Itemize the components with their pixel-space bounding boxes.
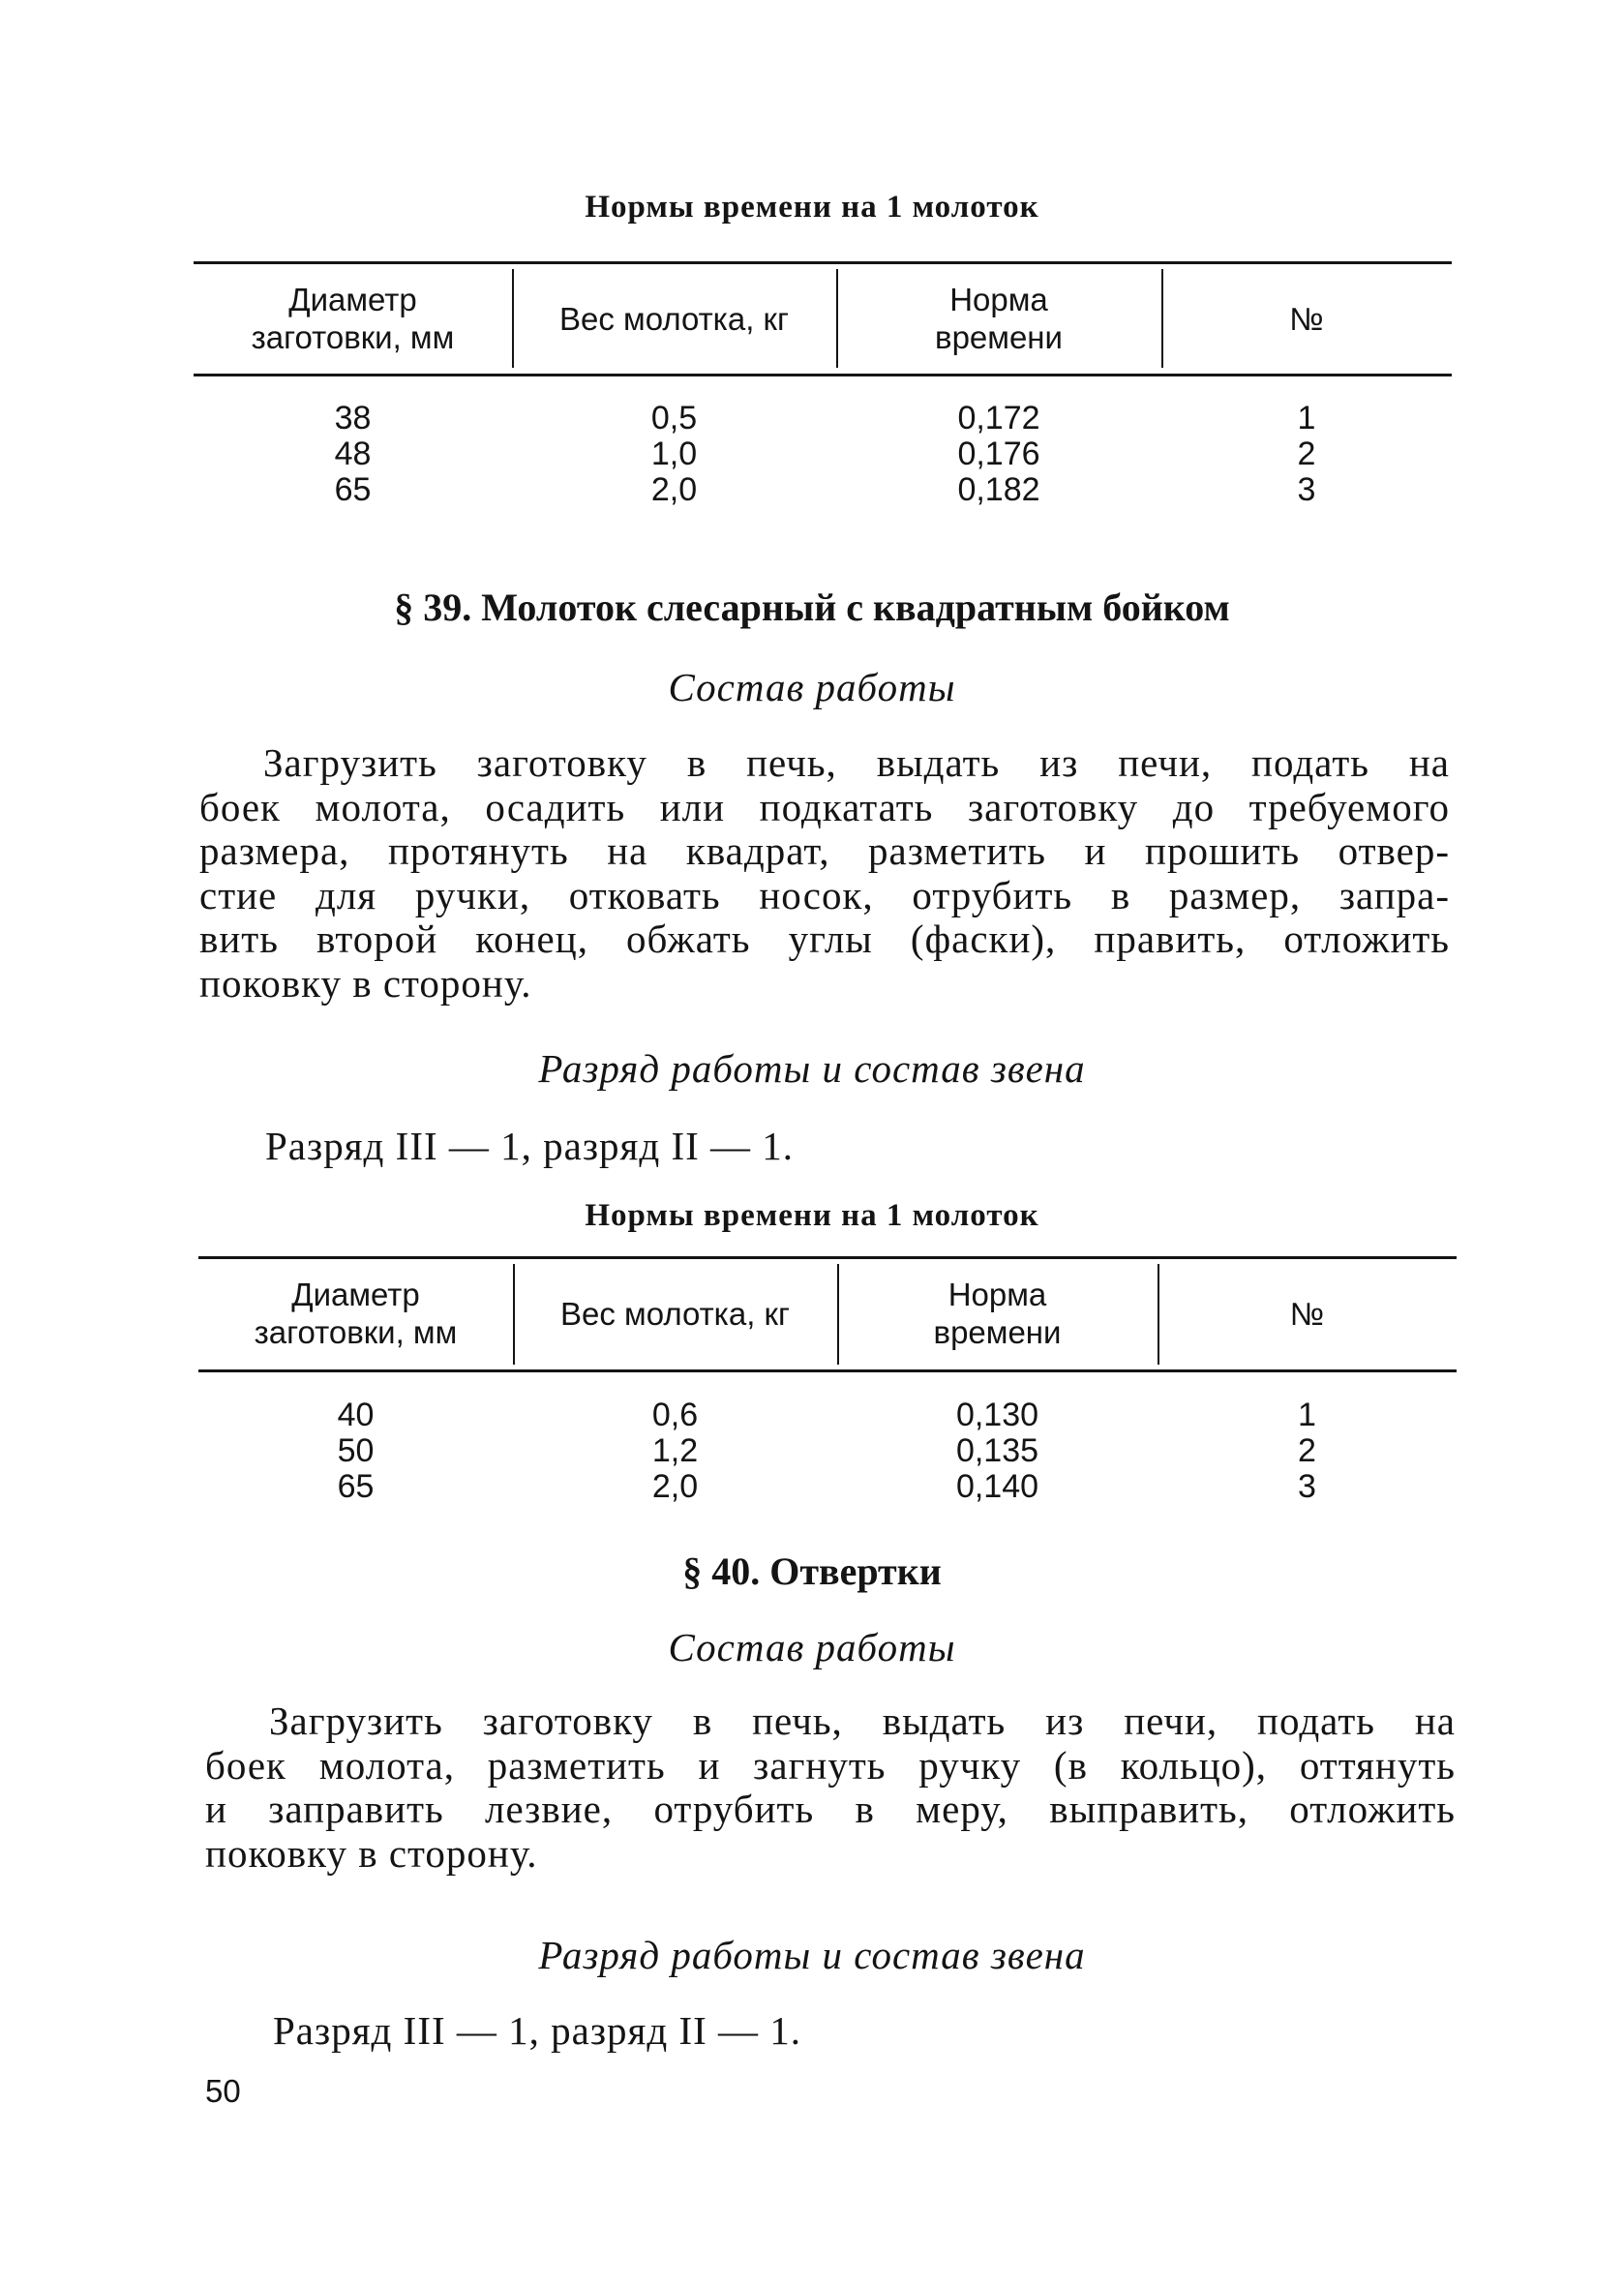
text-line: поковку в сторону. (199, 960, 532, 1006)
table1-col-weight (512, 401, 836, 508)
table2-cell: 2 (1298, 1432, 1316, 1469)
table1-top-rule (194, 261, 1452, 264)
table1-header-diameter: Диаметр заготовки, мм (251, 282, 455, 355)
table2-col-norm (837, 1398, 1158, 1505)
text-line: стие для ручки, отковать носок, отрубить в размер, запра- (199, 872, 1450, 917)
table2-cell: 0,130 (955, 1397, 1039, 1433)
table2-header-norm: Норма времени (933, 1277, 1062, 1350)
table2-header-weight: Вес молотка, кг (559, 1296, 791, 1332)
table2-cell: 1 (1298, 1397, 1316, 1433)
table1-col-norm (836, 401, 1161, 508)
table2-col-diameter (198, 1398, 513, 1505)
text-line: Загрузить заготовку в печь, выдать из печи, подать на (263, 740, 1450, 785)
table1 (194, 261, 1452, 513)
table1-col-number (1161, 401, 1452, 508)
table2-cell: 0,140 (955, 1468, 1039, 1505)
table1-caption: Нормы времени на 1 молоток (585, 190, 1039, 225)
section39-rank-heading: Разряд работы и состав звена (538, 1046, 1086, 1091)
page-number: 50 (205, 2073, 241, 2109)
table1-cell: 0,182 (957, 471, 1040, 508)
text-line: поковку в сторону. (205, 1830, 538, 1876)
table1-cell: 3 (1297, 471, 1316, 508)
table2-cell: 40 (337, 1397, 375, 1433)
table1-cell: 48 (334, 436, 372, 472)
table2-cell: 0,6 (651, 1397, 699, 1433)
table1-cell: 65 (334, 471, 372, 508)
table1-header-norm: Норма времени (935, 282, 1063, 355)
table1-header-weight: Вес молотка, кг (558, 301, 790, 337)
table2-cell: 1,2 (651, 1432, 699, 1469)
table1-col-diameter (194, 401, 512, 508)
table1-cell: 2,0 (650, 471, 698, 508)
table2-top-rule (198, 1256, 1457, 1259)
section40-title: § 40. Отвертки (682, 1549, 942, 1593)
table2-header-diameter: Диаметр заготовки, мм (254, 1277, 458, 1350)
text-line: боек молота, осадить или подкатать заготовку до требуемого (199, 784, 1450, 829)
text-line: и заправить лезвие, отрубить в меру, выправить, отложить (205, 1787, 1456, 1831)
table1-cell: 0,5 (650, 400, 698, 436)
table2-col-number (1158, 1398, 1457, 1505)
table2-cell: 65 (337, 1468, 375, 1505)
table1-cell: 2 (1297, 436, 1316, 472)
section40-rank-heading: Разряд работы и состав звена (538, 1933, 1086, 1977)
table2-cell: 0,135 (955, 1432, 1039, 1469)
section40-rank-text: Разряд III — 1, разряд II — 1. (273, 2008, 802, 2053)
section40-work-text (205, 1699, 1456, 1876)
text-line: боек молота, разметить и загнуть ручку (в кольцо), оттянуть (205, 1742, 1456, 1788)
table1-cell: 0,176 (957, 436, 1040, 472)
table1-cell: 0,172 (957, 400, 1040, 436)
section39-rank-text: Разряд III — 1, разряд II — 1. (265, 1124, 795, 1168)
table2 (198, 1256, 1457, 1518)
text-line: Загрузить заготовку в печь, выдать из печи, подать на (269, 1699, 1456, 1743)
table2-col-weight (513, 1398, 837, 1505)
table1-cell: 1,0 (650, 436, 698, 472)
table1-cell: 38 (334, 400, 372, 436)
table2-cell: 3 (1298, 1468, 1316, 1505)
table2-cell: 50 (337, 1432, 375, 1469)
table2-cell: 2,0 (651, 1468, 699, 1505)
section39-work-heading: Состав работы (668, 665, 956, 709)
section40-work-heading: Состав работы (668, 1625, 956, 1669)
table2-header-rule (198, 1369, 1457, 1372)
text-line: размера, протянуть на квадрат, разметить и прошить отвер- (199, 828, 1450, 873)
text-line: вить второй конец, обжать углы (фаски), править, отложить (199, 917, 1450, 961)
table2-header-number: № (1289, 1296, 1325, 1332)
section39-work-text (199, 741, 1450, 1006)
table2-caption: Нормы времени на 1 молоток (585, 1198, 1039, 1233)
section39-title: § 39. Молоток слесарный с квадратным бойком (394, 586, 1230, 629)
table1-header-number: № (1289, 301, 1324, 337)
table1-header-rule (194, 374, 1452, 376)
table1-cell: 1 (1297, 400, 1316, 436)
